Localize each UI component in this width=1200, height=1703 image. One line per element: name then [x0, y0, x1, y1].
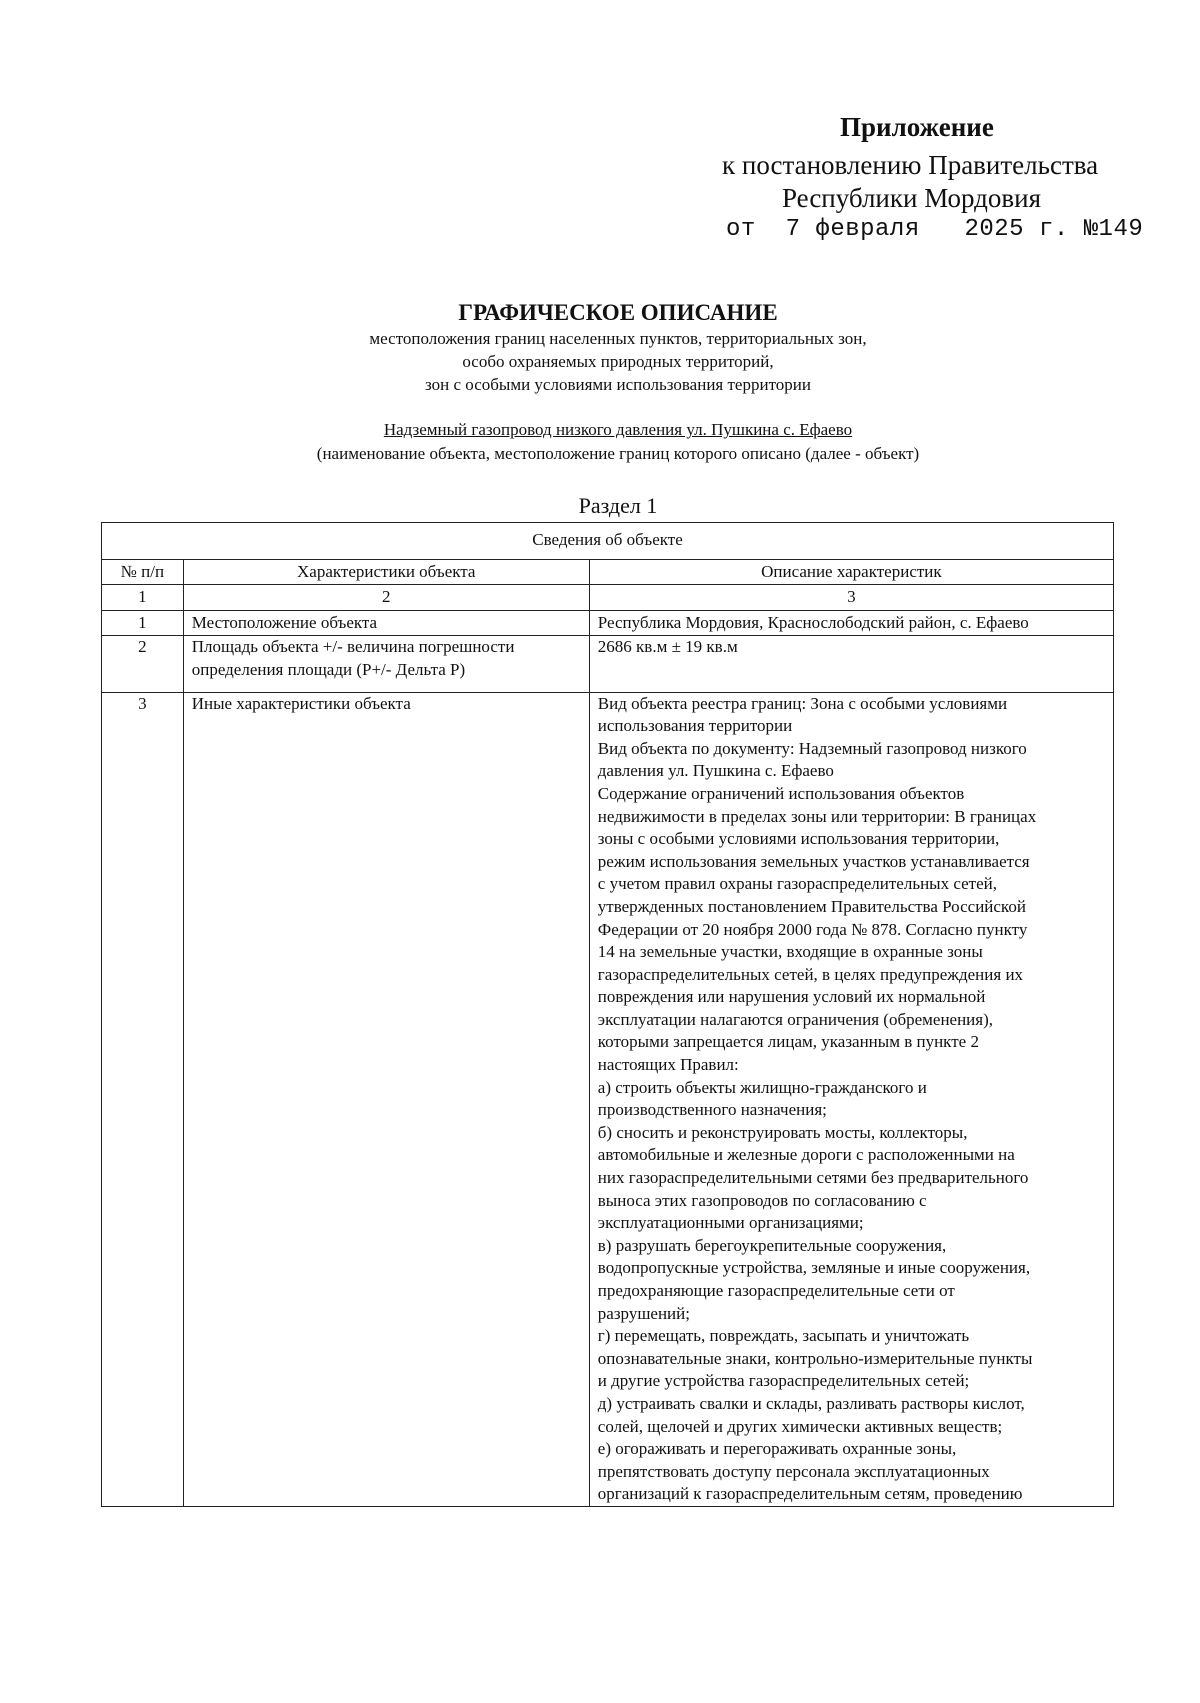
description-line: водопропускные устройства, земляные и иные сооружения,: [597, 1258, 1031, 1278]
description-line: режим использования земельных участков устанавливается: [597, 851, 1030, 871]
document-title: ГРАФИЧЕСКОЕ ОПИСАНИЕ: [458, 300, 778, 325]
description-line: газораспределительных сетей, в целях предупреждения их: [597, 964, 1024, 984]
description-line: эксплуатационными организациями;: [597, 1213, 864, 1233]
description-line: автомобильные и железные дороги с расположенными на: [597, 1145, 1015, 1165]
column-number-1: 1: [102, 585, 184, 611]
description-line: организаций к газораспределительным сетям, проведению: [597, 1484, 1023, 1504]
description-line: использования территории: [597, 716, 793, 736]
description-line: Содержание ограничений использования объектов: [597, 783, 965, 803]
object-info-table: [101, 522, 1114, 1507]
table-caption: Сведения об объекте: [102, 523, 1114, 560]
appendix-title: Приложение: [840, 112, 994, 142]
object-caption: (наименование объекта, местоположение границ которого описано (далее - объект): [316, 444, 920, 463]
description-line: предохраняющие газораспределительные сети от: [597, 1281, 955, 1300]
description-line: в) разрушать берегоукрепительные сооружения,: [597, 1235, 947, 1255]
description-line: настоящих Правил:: [597, 1055, 739, 1075]
description-line: препятствовать доступу персонала эксплуатационных: [597, 1461, 990, 1481]
header-characteristic: Характеристики объекта: [183, 559, 589, 585]
description-line: разрушений;: [597, 1303, 690, 1323]
description-line: Федерации от 20 ноября 2000 года № 878. Согласно пункту: [597, 919, 1028, 939]
row-characteristic: Иные характеристики объекта: [183, 692, 589, 1506]
subtitle-line-1: местоположения границ населенных пунктов, территориальных зон,: [369, 329, 867, 348]
row-description: 2686 кв.м ± 19 кв.м: [589, 636, 1113, 692]
description-line: утвержденных постановлением Правительства Российской: [597, 896, 1026, 916]
description-line: них газораспределительными сетями без предварительного: [597, 1168, 1029, 1188]
description-line: эксплуатации налагаются ограничения (обременения),: [597, 1009, 994, 1029]
table-row: [102, 692, 1114, 1506]
subtitle-line-2: особо охраняемых природных территорий,: [462, 352, 774, 371]
description-line: 14 на земельные участки, входящие в охранные зоны: [597, 942, 983, 962]
appendix-line-1: к постановлению Правительства: [722, 150, 1099, 180]
table-header-row: [102, 559, 1114, 585]
description-line: г) перемещать, повреждать, засыпать и уничтожать: [597, 1326, 970, 1346]
row-description: Республика Мордовия, Краснослободский район, с. Ефаево: [589, 610, 1113, 636]
column-number-3: 3: [589, 585, 1113, 611]
object-name-text: Надземный газопровод низкого давления ул. Пушкина с. Ефаево: [383, 420, 853, 439]
row-number: 2: [102, 636, 184, 692]
description-line: с учетом правил охраны газораспределительных сетей,: [597, 874, 997, 894]
table-row: [102, 636, 1114, 692]
description-line: Вид объекта реестра границ: Зона с особыми условиями: [597, 693, 1008, 713]
description-line: повреждения или нарушения условий их нормальной: [597, 987, 986, 1007]
description-line: а) строить объекты жилищно-гражданского и: [597, 1077, 927, 1097]
header-number: № п/п: [102, 559, 184, 585]
description-line: опознавательные знаки, контрольно-измерительные пункты: [597, 1348, 1033, 1368]
subtitle-line-3: зон с особыми условиями использования территории: [425, 375, 811, 394]
row-number: 3: [102, 692, 184, 1506]
description-line: зоны с особыми условиями использования территории,: [597, 829, 1000, 849]
description-line: Вид объекта по документу: Надземный газопровод низкого: [597, 738, 1027, 758]
header-description: Описание характеристик: [589, 559, 1113, 585]
object-name: [0, 420, 1200, 440]
row-characteristic: Площадь объекта +/- величина погрешности определения площади (Р+/- Дельта Р): [183, 636, 589, 692]
description-line: е) огораживать и перегораживать охранные зоны,: [597, 1439, 957, 1459]
description-line: давления ул. Пушкина с. Ефаево: [597, 761, 834, 781]
row-description: [589, 692, 1113, 1506]
description-line: солей, щелочей и других химически активных веществ;: [597, 1416, 1003, 1436]
description-line: выноса этих газопроводов по согласованию с: [597, 1190, 927, 1210]
description-line: б) сносить и реконструировать мосты, коллекторы,: [597, 1122, 968, 1142]
column-number-2: 2: [183, 585, 589, 611]
table-caption-row: [102, 523, 1114, 560]
appendix-date-number: от 7 февраля 2025 г. №149: [726, 216, 1144, 243]
section-heading: Раздел 1: [578, 493, 658, 518]
row-number: 1: [102, 610, 184, 636]
description-line: д) устраивать свалки и склады, разливать растворы кислот,: [597, 1393, 1025, 1413]
table-row: [102, 610, 1114, 636]
description-line: недвижимости в пределах зоны или территории: В границах: [597, 806, 1037, 826]
description-line: и другие устройства газораспределительных сетей;: [597, 1371, 970, 1391]
row-characteristic: Местоположение объекта: [183, 610, 589, 636]
appendix-line-2: Республики Мордовия: [782, 183, 1042, 213]
description-line: производственного назначения;: [597, 1100, 827, 1120]
description-line: которыми запрещается лицам, указанным в пункте 2: [597, 1032, 979, 1052]
table-column-numbers-row: [102, 585, 1114, 611]
